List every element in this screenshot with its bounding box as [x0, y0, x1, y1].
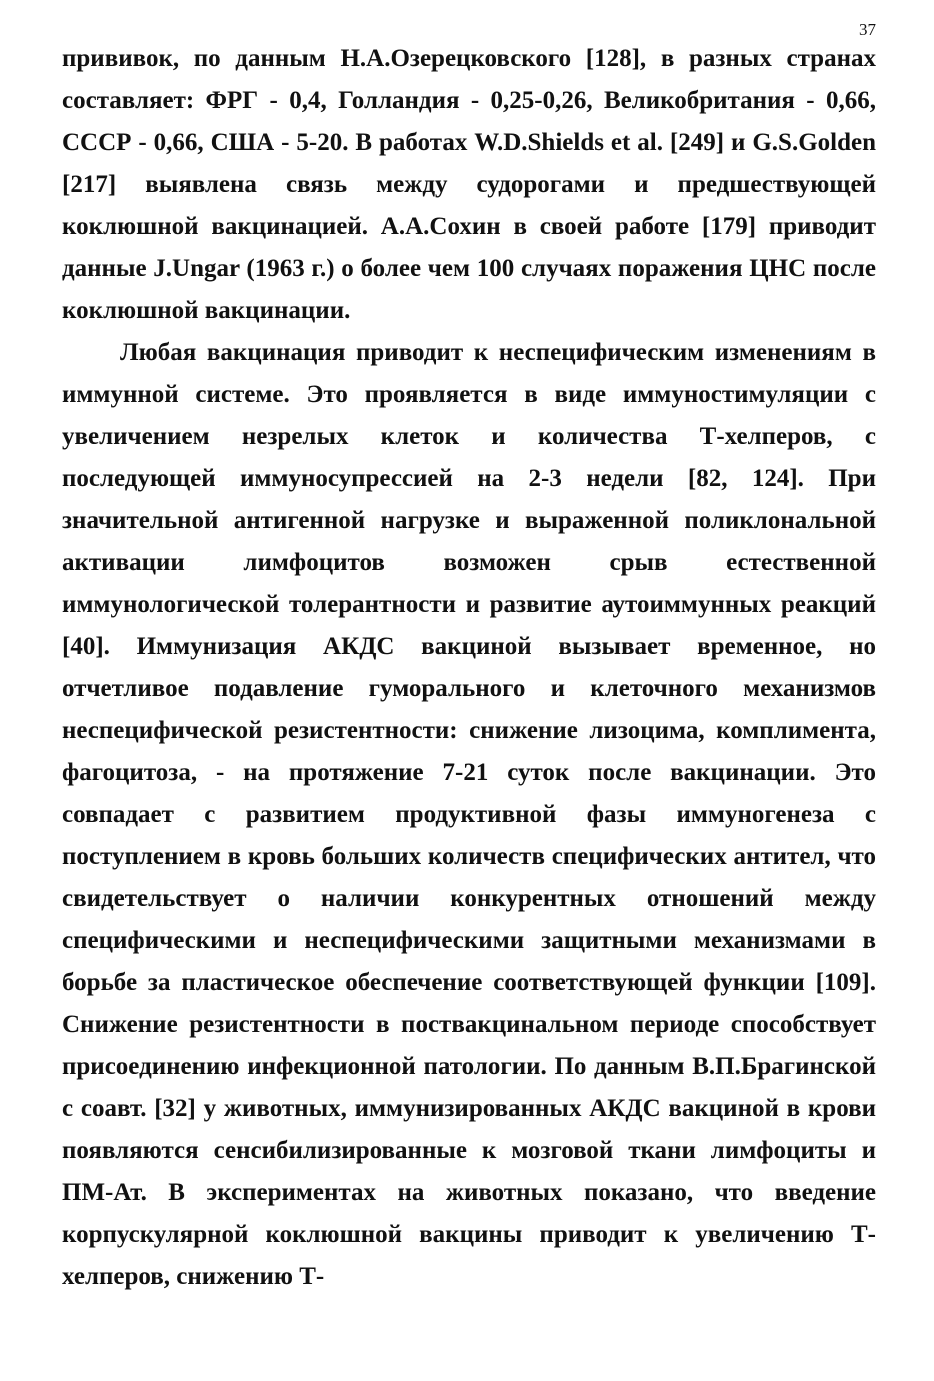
body-text: [62, 38, 876, 1298]
paragraph-vaccination-immune-system: Любая вакцинация приводит к неспецифическим изменениям в иммунной системе. Это проявляется в виде иммуностимуляции с увеличением незрелых клеток и количества Т-хелперов, с последующей иммуносупрессией на 2-3 недели [82, 124]. При значительной антигенной нагрузке и выраженной поликлональной активации лимфоцитов возможен срыв естественной иммунологической толерантности и развитие аутоиммунных реакций [40]. Иммунизация АКДС вакциной вызывает временное, но отчетливое подавление гуморального и клеточного механизмов неспецифической резистентности: снижение лизоцима, комплимента, фагоцитоза, - на протяжение 7-21 суток после вакцинации. Это совпадает с развитием продуктивной фазы иммуногенеза с поступлением в кровь больших количеств специфических антител, что свидетельствует о наличии конкурентных отношений между специфическими и неспецифическими защитными механизмами в борьбе за пластическое обеспечение соответствующей функции [109]. Снижение резистентности в поствакцинальном периоде способствует присоединению инфекционной патологии. По данным В.П.Брагинской с соавт. [32] у животных, иммунизированных АКДС вакциной в крови появляются сенсибилизированные к мозговой ткани лимфоциты и ПМ-Ат. В экспериментах на животных показано, что введение корпускулярной коклюшной вакцины приводит к увеличению Т-хелперов, снижению Т-: [62, 339, 876, 1290]
page-number: 37: [859, 20, 876, 39]
paragraph-continuation: прививок, по данным Н.А.Озерецковского [128], в разных странах составляет: ФРГ - 0,4, Голландия - 0,25-0,26, Великобритания - 0,66, СССР - 0,66, США - 5-20. В работах W.D.Shields et al. [249] и G.S.Golden [217] выявлена связь между судорогами и предшествующей коклюшной вакцинацией. А.А.Сохин в своей работе [179] приводит данные J.Ungar (1963 г.) о более чем 100 случаях поражения ЦНС после коклюшной вакцинации.: [62, 45, 876, 324]
